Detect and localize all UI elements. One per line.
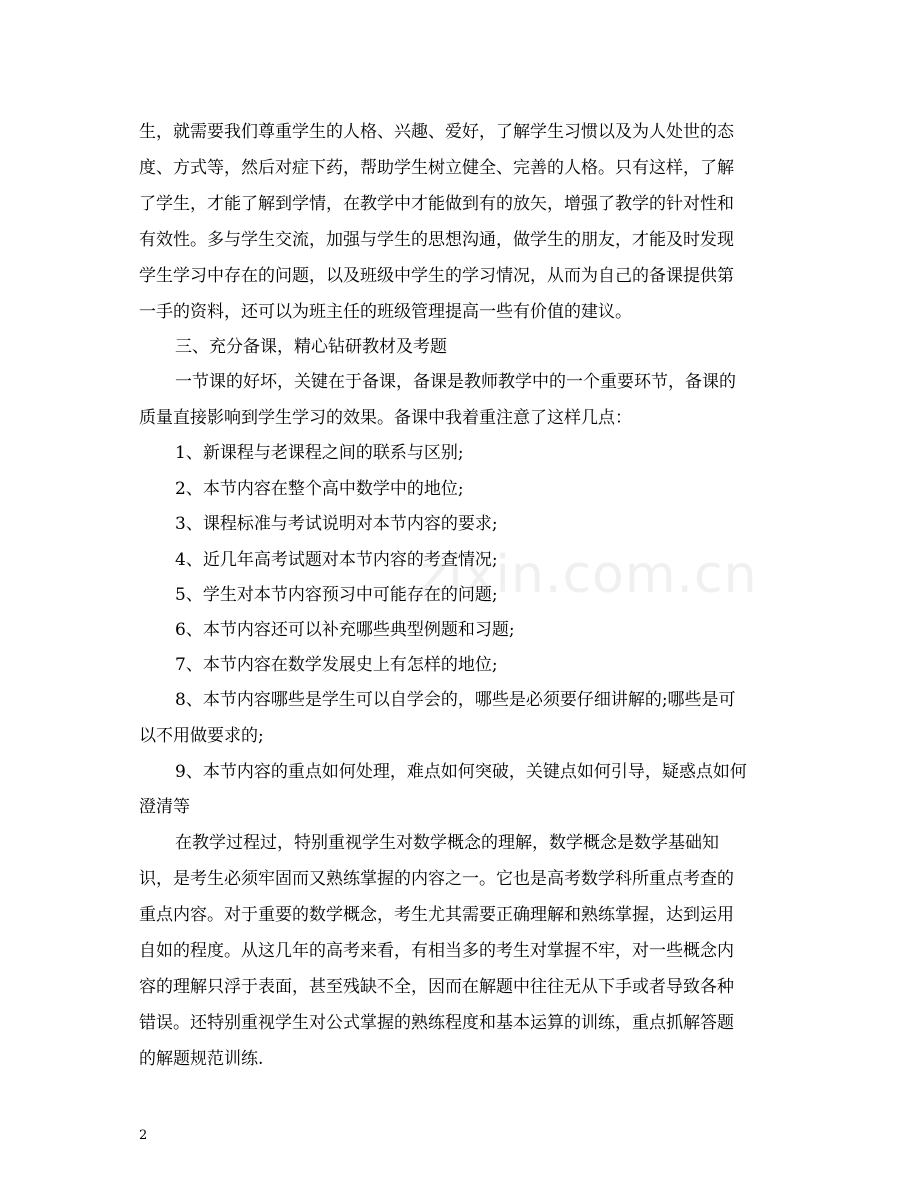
body-line: 了学生，才能了解到学情，在教学中才能做到有的放矢，增强了教学的针对性和	[139, 194, 734, 214]
body-line: 重点内容。对于重要的数学概念，考生尤其需要正确理解和熟练掌握，达到运用	[139, 905, 734, 925]
list-item: 3、课程标准与考试说明对本节内容的要求;	[175, 514, 498, 534]
body-line: 的解题规范训练.	[139, 1049, 264, 1069]
list-item-continuation: 澄清等	[139, 797, 190, 817]
body-line: 一节课的好坏，关键在于备课，备课是教师教学中的一个重要环节，备课的	[175, 372, 736, 392]
body-line: 容的理解只浮于表面，甚至残缺不全，因而在解题中往往无从下手或者导致各种	[139, 977, 734, 997]
body-line: 在教学过程过，特别重视学生对数学概念的理解，数学概念是数学基础知	[175, 833, 719, 853]
list-item: 2、本节内容在整个高中数学中的地位;	[175, 479, 464, 499]
body-line: 自如的程度。从这几年的高考来看，有相当多的考生对掌握不牢，对一些概念内	[139, 941, 734, 961]
watermark: zixin.com.cn	[420, 545, 758, 605]
list-item: 1、新课程与老课程之间的联系与区别;	[175, 443, 464, 463]
body-line: 错误。还特别重视学生对公式掌握的熟练程度和基本运算的训练，重点抓解答题	[139, 1013, 734, 1033]
list-item-continuation: 以不用做要求的;	[139, 726, 264, 746]
body-line: 学生学习中存在的问题，以及班级中学生的学习情况，从而为自己的备课提供第	[139, 266, 734, 286]
body-line: 质量直接影响到学生学习的效果。备课中我着重注意了这样几点：	[139, 408, 632, 428]
list-item: 6、本节内容还可以补充哪些典型例题和习题;	[175, 620, 515, 640]
body-line: 度、方式等，然后对症下药，帮助学生树立健全、完善的人格。只有这样，了解	[139, 158, 734, 178]
body-line: 有效性。多与学生交流，加强与学生的思想沟通，做学生的朋友，才能及时发现	[139, 230, 734, 250]
body-line: 一手的资料，还可以为班主任的班级管理提高一些有价值的建议。	[139, 302, 632, 322]
list-item: 9、本节内容的重点如何处理，难点如何突破，关键点如何引导，疑惑点如何	[175, 762, 747, 782]
section-heading: 三、充分备课，精心钻研教材及考题	[175, 337, 447, 357]
body-line: 识，是考生必须牢固而又熟练掌握的内容之一。它也是高考数学科所重点考查的	[139, 869, 734, 889]
list-item: 5、学生对本节内容预习中可能存在的问题;	[175, 585, 498, 605]
body-line: 生，就需要我们尊重学生的人格、兴趣、爱好，了解学生习惯以及为人处世的态	[139, 122, 734, 142]
list-item: 7、本节内容在数学发展史上有怎样的地位;	[175, 655, 498, 675]
list-item: 8、本节内容哪些是学生可以自学会的，哪些是必须要仔细讲解的;哪些是可	[175, 690, 736, 710]
page-number: 2	[139, 1128, 148, 1143]
list-item: 4、近几年高考试题对本节内容的考查情况;	[175, 550, 498, 570]
